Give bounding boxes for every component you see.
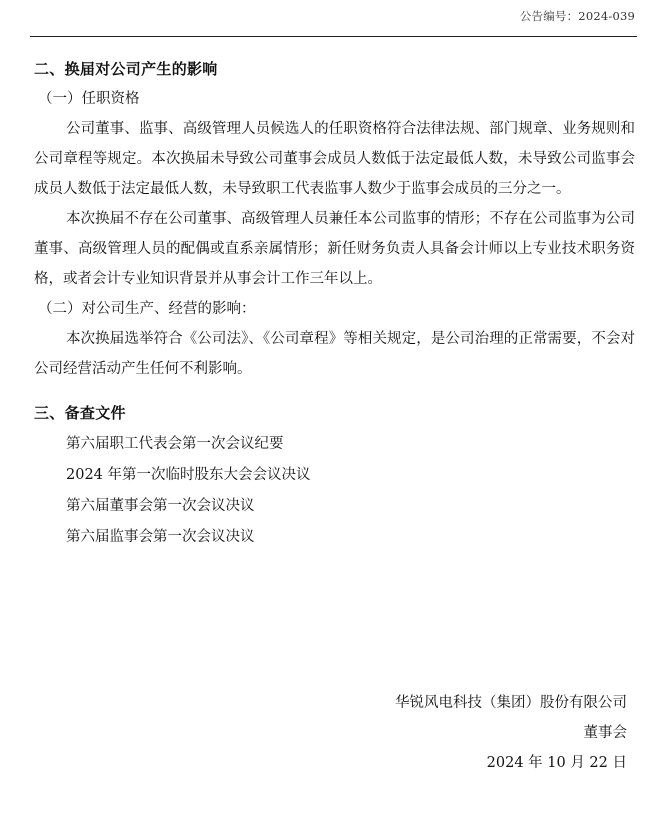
reference-file-item: 第六届职工代表会第一次会议纪要 xyxy=(66,436,284,452)
qualification-paragraph-2: 本次换届不存在公司董事、高级管理人员兼任本公司监事的情形；不存在公司监事为公司董事、高级管理人员的配偶或直系亲属情形；新任财务负责人具备会计师以上专业技术职务资格，或者会计专业知识背景并从事会计工作三年以上。 xyxy=(34,211,635,287)
signature-block xyxy=(395,688,627,778)
section-spacer xyxy=(34,384,635,398)
announcement-number: 公告编号：2024-039 xyxy=(519,9,635,23)
qualification-paragraph-1: 公司董事、监事、高级管理人员候选人的任职资格符合法律法规、部门规章、业务规则和公司章程等规定。本次换届未导致公司董事会成员人数低于法定最低人数，未导致公司监事会成员人数低于法定最低人数，未导致职工代表监事人数少于监事会成员的三分之一。 xyxy=(34,121,635,197)
subsection-impact-title: （二）对公司生产、经营的影响： xyxy=(38,301,256,317)
subsection-qualification-title: （一）任职资格 xyxy=(38,91,140,107)
signature-board: 董事会 xyxy=(583,725,627,741)
header-divider xyxy=(30,36,637,37)
reference-file-item: 2024 年第一次临时股东大会会议决议 xyxy=(66,467,311,483)
document-body xyxy=(34,54,635,552)
section-3-title: 三、备查文件 xyxy=(34,404,126,422)
reference-file-item: 第六届董事会第一次会议决议 xyxy=(66,498,255,514)
section-2-title: 二、换届对公司产生的影响 xyxy=(34,60,218,78)
impact-paragraph: 本次换届选举符合《公司法》、《公司章程》等相关规定，是公司治理的正常需要，不会对公司经营活动产生任何不利影响。 xyxy=(34,331,635,377)
signature-company: 华锐风电科技（集团）股份有限公司 xyxy=(395,695,627,711)
reference-file-item: 第六届监事会第一次会议决议 xyxy=(66,529,255,545)
signature-date: 2024 年 10 月 22 日 xyxy=(486,755,627,771)
